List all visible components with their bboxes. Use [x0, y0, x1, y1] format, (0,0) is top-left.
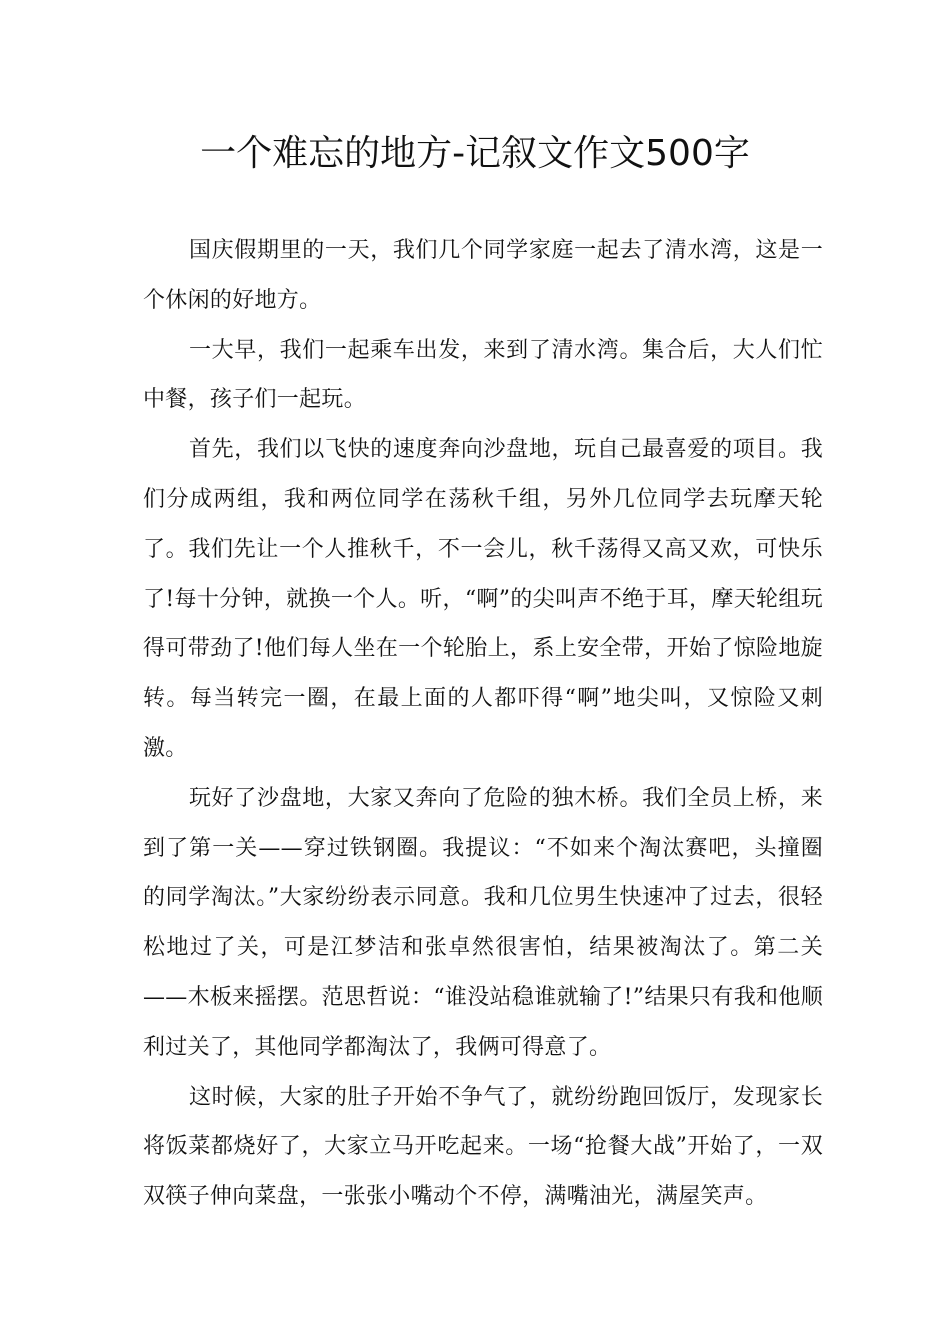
- paragraph-4: 玩好了沙盘地，大家又奔向了危险的独木桥。我们全员上桥，来到了第一关——穿过铁钢圈。我提议：“不如来个淘汰赛吧，头撞圈的同学淘汰。”大家纷纷表示同意。我和几位男生快速冲了过去，很轻松地过了关，可是江梦洁和张卓然很害怕，结果被淘汰了。第二关——木板来摇摆。范思哲说：“谁没站稳谁就输了!”结果只有我和他顺利过关了，其他同学都淘汰了，我俩可得意了。: [143, 785, 823, 1060]
- paragraph-1: 国庆假期里的一天，我们几个同学家庭一起去了清水湾，这是一个休闲的好地方。: [143, 238, 823, 313]
- paragraph-2: 一大早，我们一起乘车出发，来到了清水湾。集合后，大人们忙中餐，孩子们一起玩。: [143, 337, 823, 413]
- document-title: 一个难忘的地方-记叙文作文500字: [200, 133, 750, 174]
- document-body: [143, 226, 823, 1222]
- paragraph-3: 首先，我们以飞快的速度奔向沙盘地，玩自己最喜爱的项目。我们分成两组，我和两位同学在荡秋千组，另外几位同学去玩摩天轮了。我们先让一个人推秋千，不一会儿，秋千荡得又高又欢，可快乐了!每十分钟，就换一个人。听，“啊”的尖叫声不绝于耳，摩天轮组玩得可带劲了!他们每人坐在一个轮胎上，系上安全带，开始了惊险地旋转。每当转完一圈，在最上面的人都吓得“啊”地尖叫，又惊险又刺激。: [143, 437, 823, 761]
- paragraph-5: 这时候，大家的肚子开始不争气了，就纷纷跑回饭厅，发现家长将饭菜都烧好了，大家立马开吃起来。一场“抢餐大战”开始了，一双双筷子伸向菜盘，一张张小嘴动个不停，满嘴油光，满屋笑声。: [143, 1084, 823, 1210]
